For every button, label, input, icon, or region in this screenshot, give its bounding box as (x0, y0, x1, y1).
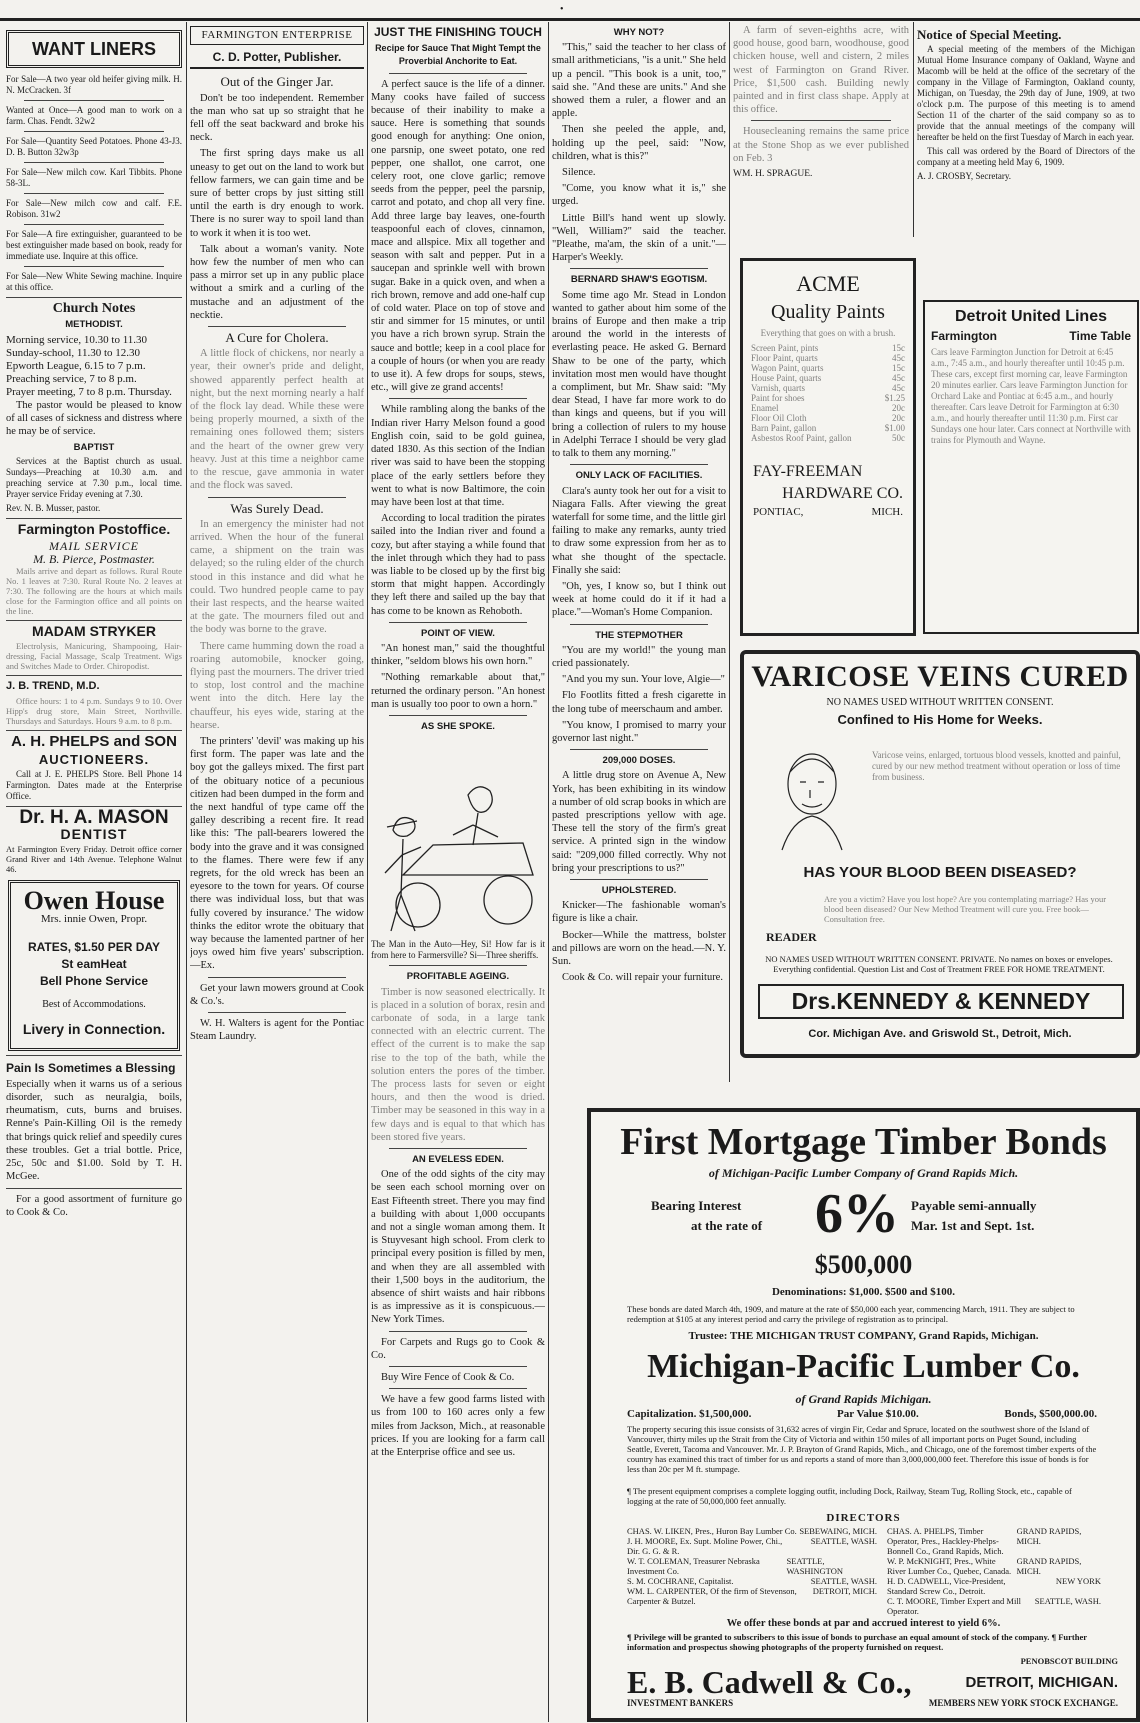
phelps-title: A. H. PHELPS and SON (11, 733, 177, 751)
mason-sub: DENTIST (60, 826, 128, 843)
price-item: Floor Oil Cloth (751, 413, 807, 423)
director-row (627, 1526, 877, 1536)
director-row (887, 1576, 1101, 1596)
article-text: "You know, I promised to marry your governor last night." (552, 719, 726, 744)
price-value: 45c (892, 373, 905, 383)
director-city: SEATTLE, WASHINGTON (786, 1556, 843, 1576)
mail-service: MAIL SERVICE (49, 538, 139, 553)
church-sub: METHODIST. (65, 319, 123, 331)
column-3 (371, 24, 545, 1719)
classified-ad: For Sale—A fire extinguisher, guaranteed to be best extinguisher made based on book, ready for immediate use. Inquire at this office. (6, 229, 182, 262)
classified-ad: For Sale—New White Sewing machine. Inquire at this office. (6, 271, 182, 293)
headline: THE STEPMOTHER (595, 629, 683, 641)
postoffice-text: Mails arrive and depart as follows. Rural Route No. 1 leaves at 7:30. Rural Route No. 2 leaves at 7:30. The following are the hours at which mails close for the Farmington office and all points on the line. (6, 566, 182, 617)
acme-dealer: FAY-FREEMAN (753, 463, 863, 480)
article-text: According to local tradition the pirates sailed into the Indian river and found a cozy, but after staying a while found that the inlet through which they had to pass was liable to be closed up by the first big storm that might happen. Accordingly they left there and sailed up the bay that has come to be known as Rehoboth. (371, 513, 545, 617)
var-question: HAS YOUR BLOOD BEEN DISEASED? (803, 864, 1077, 881)
column-5-top (733, 24, 909, 239)
timber-rate-label: at the rate of (691, 1218, 763, 1233)
mason-text: At Farmington Every Friday. Detroit office corner Grand River and 14th Avenue. Telephone Walnut 46. (6, 844, 182, 875)
article-text: "Nothing remarkable about that," returned the ordinary person. "An honest man is usually too poor to own a horn." (371, 672, 545, 710)
director-row (627, 1556, 877, 1576)
price-value: $1.25 (884, 393, 905, 403)
paper-title: FARMINGTON ENTERPRISE (201, 29, 353, 41)
classified-ad: For Sale—New milch cow and calf. F.E. Robison. 31w2 (6, 198, 182, 220)
article-text: Timber is now seasoned electrically. It is placed in a solution of borax, resin and carbonate of soda, in a large tank connected with an electric current. The effect of the current is to make the sap rise to the top of the bath, while the solution enters the pores of the timber. The process lasts for seven or eight hours, and then the wood is dried. Timber may be seasoned in this way in a few days and is equal to that which has been stored five years. (371, 986, 545, 1143)
owen-phone: Bell Phone Service (39, 974, 149, 989)
article-text: "You are my world!" the young man cried passionately. (552, 644, 726, 669)
baptist-text: Services at the Baptist church as usual. Sundays—Preaching at 10.30 a.m. and preaching service at 7.30 p.m., local time. Prayer service Friday evening at 7.30. (6, 456, 182, 500)
local-ad: We have a few good farms listed with us from 100 to 160 acres only a few miles from Jackson, Mich., at reasonable prices. If you are looking for a farm call at the Enterprise office and see us. (371, 1394, 545, 1459)
article-text: Knicker—The fashionable woman's figure is like a chair. (552, 900, 726, 925)
owen-title: Owen House (23, 886, 165, 916)
price-item: Enamel (751, 403, 779, 413)
article-text: Silence. (562, 167, 596, 179)
column-rule (548, 22, 549, 1722)
article-text: "Oh, yes, I know so, but I think out week at home could do it if it had a place."—Woman's Home Companion. (552, 580, 726, 619)
phelps-sub: AUCTIONEERS. (38, 751, 150, 767)
timber-bearing: Bearing Interest (651, 1198, 742, 1213)
director: W. T. COLEMAN, Treasurer Nebraska Investment Co. (627, 1556, 760, 1576)
director-city: DETROIT, MICH. (812, 1586, 877, 1596)
article-text: Some time ago Mr. Stead in London wanted to gather about him some of the brains of Europe and then make a trip around the world in the interests of everlasting peace. He asked G. Bernard Shaw to be one of the party, which invitation most men would have thought a compliment, but Mr. Shaw said: "My dear Stead, I have far more work to do than kings and queens, but if you will bring a collection of rulers to my house in Adelphi Terrace I should be very glad to talk to them any morning." (552, 289, 726, 460)
church-item: Morning service, 10.30 to 11.30 (6, 333, 148, 346)
director-city: SEATTLE, WASH. (1034, 1596, 1101, 1606)
price-item: House Paint, quarts (751, 373, 822, 383)
timber-par: Par Value $10.00. (837, 1408, 919, 1420)
timber-offer: We offer these bonds at par and accrued interest to yield 6%. (726, 1618, 1001, 1629)
article-text: Talk about a woman's vanity. Note how few the number of men who can pass a mirror set up in any public place without a smirk and a curling of the mustache and an adjustment of the necktie. (190, 243, 364, 321)
director: CHAS. W. LIKEN, Pres., Huron Bay Lumber Co. (627, 1526, 797, 1536)
classified-ad: For Sale—New milch cow. Karl Tibbits. Phone 58-3L. (6, 167, 182, 189)
price-item: Screen Paint, pints (751, 343, 819, 353)
timber-rate: 6% (815, 1183, 899, 1245)
local-ad: Cook & Co. will repair your furniture. (562, 972, 723, 984)
stryker-text: Electrolysis, Manicuring, Shampooing, Hair-dressing, Facial Massage, Scalp Treatment. Wigs and Switches Made to Order. Chiropodist. (6, 641, 182, 672)
local-ad: For Carpets and Rugs go to Cook & Co. (371, 1336, 545, 1361)
cartoon-illustration (371, 735, 545, 935)
farm-ad: A farm of seven-eighths acre, with good house, good barn, woodhouse, good chicken house, well and cistern, 2 miles west of Farmington on Grand River. Price, $1,500 cash. Building newly painted and in first class shape. Apply at this office. (733, 25, 909, 116)
price-row (751, 423, 905, 433)
director: S. M. COCHRANE, Capitalist. (627, 1576, 734, 1586)
classified-ad: For Sale—A two year old heifer giving milk. H. N. McCracken. 3f (6, 74, 182, 96)
want-liners-title: WANT LINERS (32, 39, 156, 59)
furniture-ad: For a good assortment of furniture go to Cook & Co. (6, 1193, 182, 1218)
section-mark: • (560, 4, 564, 15)
article-text: Flo Footlits fitted a fresh cigarette in the long tube of meerschaum and amber. (552, 690, 726, 715)
owen-house-ad (8, 880, 180, 1050)
postmaster: M. B. Pierce, Postmaster. (33, 551, 155, 566)
timber-building: PENOBSCOT BUILDING (1020, 1656, 1118, 1666)
paper-title-box (190, 26, 364, 45)
church-item: Preaching service, 7 to 8 p.m. (6, 372, 137, 385)
price-value: $1.00 (884, 423, 905, 433)
top-rule (0, 18, 1140, 21)
baptist-sub: BAPTIST (73, 442, 115, 454)
timber-firm-city: DETROIT, MICHIGAN. (965, 1674, 1118, 1691)
mason-title: Dr. H. A. MASON (19, 806, 169, 828)
trend-text: Office hours: 1 to 4 p.m. Sundays 9 to 10. Over Hipp's drug store, Main Street, Northville. Thursdays and Saturdays. Hours 9 a.m. to 8 p.m. (6, 696, 182, 727)
column-4 (552, 24, 726, 1054)
timber-company: Michigan-Pacific Lumber Co. (647, 1348, 1080, 1385)
local-ad: W. H. Walters is agent for the Pontiac Steam Laundry. (190, 1018, 364, 1043)
article-text: While rambling along the banks of the Indian river Harry Melson found a good English coin, said to be gold guinea, dated 1830. As this section of the Indian river was said to have been the stopping place of the early settlers before they went to what is now Baltimore, the coin may have been lost at that time. (371, 404, 545, 508)
headline: ONLY LACK OF FACILITIES. (575, 470, 703, 482)
dul-sub-left: Farmington (931, 329, 997, 343)
pain-text: Especially when it warns us of a serious disorder, such as neuralgia, boils, rheumatism, cuts, burns and bruises. Renne's Pain-Killing Oil is the remedy that brings quick relief and speedily cures these troubles. Get a trial bottle. Price, 25c, 50c and $1.00. Sold by T. H. McGee. (6, 1078, 182, 1183)
article-text: Clara's aunty took her out for a visit to Niagara Falls. After viewing the great waterfall for some time, and the little girl failing to make any remarks, aunty tried to draw some expression from her as to what she thought of the spectacle. Finally she said: (552, 485, 726, 576)
headline: AN EVELESS EDEN. (412, 1154, 504, 1165)
var-small: Are you a victim? Have you lost hope? Are you contemplating marriage? Has your blood been diseased? Our New Method Treatment will cure you. Free book—Consultation free. (824, 894, 1107, 924)
column-rule (729, 22, 730, 1082)
church-notes-title: Church Notes (52, 301, 136, 317)
acme-paints-ad (740, 258, 916, 636)
director-row (627, 1536, 877, 1556)
director: WM. L. CARPENTER, Of the firm of Stevenson, Carpenter & Butzel. (627, 1586, 797, 1606)
price-row (751, 383, 905, 393)
timber-equipment: ¶ The present equipment comprises a complete logging outfit, including Dock, Railway, Steam Tug, Rolling Stock, etc., capable of logging at the rate of 50,000,000 feet annually. (627, 1486, 1072, 1506)
price-value: 45c (892, 383, 905, 393)
director-city: SEATTLE, WASH. (810, 1576, 877, 1586)
classified-ad: For Sale—Quantity Seed Potatoes. Phone 43-J3. D. B. Button 32w3p (6, 136, 182, 158)
var-title: VARICOSE VEINS CURED (751, 660, 1129, 693)
headline: Was Surely Dead. (230, 500, 324, 516)
dul-text: Cars leave Farmington Junction for Detroit at 6:45 a.m., 7:45 a.m., and hourly thereafter until 10:45 p.m. These cars, except first morning car, leave Farmington 20 minutes earlier. Cars leave Farmington Junction for Orchard Lake and Pontiac at 6:45 a.m., and hourly thereafter. Cars leave Detroit for Farmington at 6:30 a.m., and hourly thereafter until 11:30 p.m. First car Sundays one hour later. Cars connect at Northville with trains for Plymouth and Wayne. (931, 347, 1131, 445)
var-addr: Cor. Michigan Ave. and Griswold St., Detroit, Mich. (808, 1028, 1072, 1040)
notice-order: This call was ordered by the Board of Directors of the company at a meeting held May 6, 1909. (917, 146, 1135, 168)
headline: PROFITABLE AGEING. (406, 971, 510, 983)
column-2 (190, 24, 364, 1719)
headline: AS SHE SPOKE. (421, 720, 495, 732)
director-city: SEBEWAING, MICH. (799, 1526, 877, 1536)
timber-dates: Mar. 1st and Sept. 1st. (911, 1218, 1035, 1233)
want-liners-header (6, 30, 182, 68)
price-item: Barn Paint, gallon (751, 423, 817, 433)
acme-price-list (743, 339, 913, 447)
directors-left (627, 1526, 877, 1606)
timber-cap: Capitalization. $1,500,000. (627, 1408, 752, 1420)
trend-title: J. B. TREND, M.D. (6, 680, 100, 693)
director-city: NEW YORK (1055, 1576, 1101, 1586)
subhead: Recipe for Sauce That Might Tempt the Proverbial Anchorite to Eat. (375, 43, 541, 67)
timber-of: of Michigan-Pacific Lumber Company of Grand Rapids Mich. (708, 1166, 1019, 1180)
church-item: Sunday-school, 11.30 to 12.30 (6, 346, 141, 359)
timber-trustee: Trustee: THE MICHIGAN TRUST COMPANY, Grand Rapids, Michigan. (688, 1330, 1039, 1342)
acme-state: MICH. (871, 506, 903, 518)
timber-privilege: ¶ Privilege will be granted to subscribers to this issue of bonds to purchase an equal amount of stock of the company. ¶ Further information and prospectus showing photographs of the property furnished on request. (627, 1632, 1087, 1652)
owen-livery: Livery in Connection. (22, 1021, 166, 1038)
price-value: 45c (892, 353, 905, 363)
price-row (751, 353, 905, 363)
var-sub2: Confined to His Home for Weeks. (837, 712, 1043, 727)
local-ad: Get your lawn mowers ground at Cook & Co.'s. (190, 982, 364, 1007)
timber-bankers: INVESTMENT BANKERS (627, 1698, 734, 1708)
director: W. P. McKNIGHT, Pres., White River Lumber Co., Quebec, Canada. (887, 1556, 1012, 1576)
headline: 209,000 DOSES. (602, 755, 676, 767)
price-row (751, 363, 905, 373)
var-consent: NO NAMES USED WITHOUT WRITTEN CONSENT. PRIVATE. No names on boxes or envelopes. Everything confidential. Question List and Cost of Treatment FREE FOR HOME TREATMENT. (765, 954, 1113, 974)
var-reader: READER (766, 930, 817, 944)
cartoon-caption: The Man in the Auto—Hey, Si! How far is it from here to Farmersville? Si—Three sheriffs. (371, 939, 545, 961)
timber-bonds-ad (587, 1108, 1140, 1722)
phelps-text: Call at J. E. PHELPS Store. Bell Phone 14 Farmington. Dates made at the Enterprise Office. (6, 768, 182, 801)
stryker-title: MADAM STRYKER (32, 623, 156, 640)
price-row (751, 433, 905, 443)
price-item: Paint for shoes (751, 393, 805, 403)
price-value: 15c (892, 363, 905, 373)
timber-bonds: Bonds, $500,000.00. (1004, 1408, 1097, 1420)
article-text: Then she peeled the apple, and, holding up the peel, said: "Now, children, what is this?" (552, 124, 726, 162)
price-row (751, 393, 905, 403)
article-text: "And you my sun. Your love, Algie—" (562, 674, 725, 686)
headline: A Cure for Cholera. (225, 330, 329, 346)
director-city: SEATTLE, WASH. (810, 1536, 877, 1546)
timber-property: The property securing this issue consists of 31,632 acres of virgin Fir, Cedar and Spruce, located on the southwest shore of the Island of Vancouver, thirty miles up the Strait from the City of Victoria and within 150 miles of all important ports on Puget Sound, including Seattle, Everett, Tacoma and Vancouver. Mr. J. P. Brayton of Grand Rapids, Mich., and Chicago, one of the foremost timber experts of the country has examined this tract of timber for us and reports a stand of more than 3,000,000,000 feet. Therefore this issue of bonds is for less than 20c per M ft. stumpage. (627, 1424, 1097, 1474)
director-row (627, 1576, 877, 1586)
price-row (751, 403, 905, 413)
timber-payable: Payable semi-annually (911, 1198, 1037, 1213)
price-item: Varnish, quarts (751, 383, 805, 393)
acme-dealer2: HARDWARE CO. (782, 485, 903, 502)
owen-acc: Best of Accommodations. (42, 999, 146, 1011)
director-row (887, 1526, 1101, 1556)
acme-location (743, 506, 913, 518)
timber-amount: $500,000 (814, 1250, 913, 1279)
church-item: Epworth League, 6.15 to 7 p.m. (6, 359, 146, 372)
column-rule (913, 22, 914, 237)
director-row (627, 1586, 877, 1606)
dul-subtitle (925, 329, 1137, 343)
owen-rates: RATES, $1.50 PER DAY (27, 939, 161, 954)
article-text: "An honest man," said the thoughtful thinker, "seldom blows his own horn." (371, 642, 545, 668)
article-text: "Come, you know what it is," she urged. (552, 183, 726, 208)
owen-heat: St eamHeat (61, 956, 127, 971)
acme-city: PONTIAC, (753, 506, 804, 518)
kennedy-ad (740, 650, 1140, 1058)
baptist-sig: Rev. N. B. Musser, pastor. (6, 503, 101, 514)
dul-sub-right: Time Table (1069, 329, 1131, 343)
housecleaning-ad: Housecleaning remains the same price at the Stone Shop as we ever published on Feb. 3 (733, 126, 909, 164)
column-rule (186, 22, 187, 1722)
article-text: Bocker—While the mattress, bolster and pillows are worn on the head.—N. Y. Sun. (552, 929, 726, 967)
timber-denoms: Denominations: $1,000. $500 and $100. (771, 1286, 956, 1298)
local-ad: Buy Wire Fence of Cook & Co. (381, 1372, 515, 1384)
column-1 (6, 24, 182, 1719)
price-item: Floor Paint, quarts (751, 353, 818, 363)
director: H. D. CADWELL, Vice-President, Standard Screw Co., Detroit. (887, 1576, 1006, 1596)
postoffice-title: Farmington Postoffice. (17, 521, 171, 538)
column-6-top (917, 24, 1135, 239)
sprague-sig: WM. H. SPRAGUE. (733, 169, 813, 180)
timber-title: First Mortgage Timber Bonds (620, 1121, 1107, 1163)
headline: BERNARD SHAW'S EGOTISM. (570, 274, 708, 286)
church-item: Prayer meeting, 7 to 8 p.m. Thursday. (6, 385, 172, 398)
notice-text: A special meeting of the members of the Michigan Mutual Home Insurance company of Oakland, Wayne and Macomb will be held at the office of the secretary of the company in the Village of Farmington, Oakland county, Michigan, on Tuesday, the 29th day of June, 1909, at two o'clock p.m. The purpose of this meeting is to amend Section 11 of the charter of the said company so as to provide that the annual meetings of the company will hereafter be held on the first Tuesday of March in each year. (917, 44, 1135, 143)
acme-sub: Quality Paints (771, 301, 885, 323)
timber-directors: DIRECTORS (826, 1512, 901, 1524)
article-text: A perfect sauce is the life of a dinner. Many cooks have failed of success because of their inability to make a sauce. Here is something that sounds good enough for anything: One onion, one parsnip, one sweet potato, one red pepper, one shallot, one carrot, one celery root, one clove garlic; remove seeds from the pepper, peel the parsnip, carrot and potato, and chop all very fine. Add three large bay leaves, one-fourth teaspoonful each of cloves, cinnamon, mace and allspice. Mix all together and season with salt and pepper. Put in a saucepan and sprinkle well with brown sugar. Bake in a quick oven, and when a rich brown, remove and add one-half cup of cold water. Place on top of stove and stir and simmer for 15 minutes, or until you have a rich brown syrup. Strain the sauce and bottle; keep in a cool place for a couple of hours (or when you are ready to use it). A few drops for soups, stews, etc., will give ze grand accents! (371, 78, 545, 394)
classified-ad: Wanted at Once—A good man to work on a farm. Chas. Fendt. 32w2 (6, 105, 182, 127)
director-row (887, 1556, 1101, 1576)
director-city: GRAND RAPIDS, MICH. (1016, 1556, 1082, 1576)
notice-sig: A. J. CROSBY, Secretary. (917, 171, 1011, 182)
price-item: Asbestos Roof Paint, gallon (751, 433, 852, 443)
detroit-united-lines-ad (923, 300, 1139, 634)
timber-members: MEMBERS NEW YORK STOCK EXCHANGE. (928, 1698, 1118, 1708)
dul-title: Detroit United Lines (954, 308, 1107, 325)
church-text: The pastor would be pleased to know of all cases of sickness and distress where he may be of service. (6, 399, 182, 438)
price-value: 50c (892, 433, 905, 443)
price-row (751, 343, 905, 353)
headline: JUST THE FINISHING TOUCH (374, 25, 542, 39)
portrait-illustration (764, 742, 860, 852)
directors-right (887, 1526, 1101, 1616)
headline: Out of the Ginger Jar. (220, 74, 334, 90)
timber-firm: E. B. Cadwell & Co., (627, 1664, 912, 1700)
var-sub: NO NAMES USED WITHOUT WRITTEN CONSENT. (826, 697, 1054, 708)
director: CHAS. A. PHELPS, Timber Operator, Pres., Hackley-Phelps-Bonnell Co., Grand Rapids, Mich. (887, 1526, 1004, 1556)
headline: POINT OF VIEW. (421, 627, 495, 639)
article-text: The first spring days make us all uneasy to get out on the land to work but fellow farmers, we can gain time and be sure of better crops by just sitting still until the earth is dry enough to work. There is no surer way to spoil land than to work it when it is too wet. (190, 148, 364, 239)
var-text: Varicose veins, enlarged, tortuous blood vessels, knotted and painful, cured by our new method treatment without operation or loss of time from business. (872, 750, 1121, 782)
acme-title: ACME (796, 271, 860, 296)
timber-dated: These bonds are dated March 4th, 1909, and mature at the rate of $50,000 each year, commencing March, 1911. They are subject to redemption at $105 at any interest period and carry the privilege of registration as to principal. (627, 1304, 1075, 1324)
director-row (887, 1596, 1101, 1616)
price-row (751, 373, 905, 383)
notice-title: Notice of Special Meeting. (917, 27, 1062, 42)
headline: UPHOLSTERED. (601, 884, 677, 896)
var-firm-box (758, 984, 1124, 1019)
pain-title: Pain Is Sometimes a Blessing (6, 1060, 176, 1075)
column-rule (367, 22, 368, 1722)
timber-capital-row (627, 1408, 1097, 1420)
headline: WHY NOT? (613, 27, 665, 38)
price-value: 15c (892, 343, 905, 353)
acme-tag: Everything that goes on with a brush. (760, 328, 896, 338)
price-value: 20c (892, 413, 905, 423)
director-city: GRAND RAPIDS, MICH. (1016, 1526, 1082, 1546)
article-text: One of the odd sights of the city may be seen each school morning over on East Fifteenth street. There you may find a building with about 1,000 occupants and not a single woman among them. It is Stuyvesant high school. From clerk to principal every position is filled by men, and when they are all assembled with their 1,500 boys in the auditorium, the absence of shirt waists and hair ribbons is as impressive as it is conspicuous.—New York Times. (371, 1169, 545, 1326)
price-row (751, 413, 905, 423)
owen-prop: Mrs. innie Owen, Propr. (40, 913, 148, 926)
article-text: There came humming down the road a roaring automobile, knocker going, flying past the mourners. The driver tried to stop, lost control and the machine went into the ditch. Here lay the chauffeur, his eyes wide, staring at the hearse. (190, 640, 364, 731)
article-text: "This," said the teacher to her class of small arithmeticians, "is a unit." She held up a pencil. "This book is a unit, too," said she. "And these are units." And she showed them a ruler, a flower and an apple. (552, 42, 726, 120)
publisher: C. D. Potter, Publisher. (190, 51, 364, 69)
article-text: A little flock of chickens, nor nearly a year, their owner's pride and delight, showed apparently perfect health at night, but the next morning nearly a half of the flock lay dead. While these were being properly mourned, a sixth of the remaining ones followed them; sisters and the heart of the owner grew very heavy. Just at this time a neighbor came to the rescue, gave ammonia in water and the flock was saved. (190, 348, 364, 492)
var-firm: Drs.KENNEDY & KENNEDY (791, 988, 1091, 1014)
price-value: 20c (892, 403, 905, 413)
article-text: Little Bill's hand went up slowly. "Well, William?" said the teacher. "Pleathe, ma'am, the skin of a unit."—Harper's Weekly. (552, 212, 726, 264)
director: J. H. MOORE, Ex. Supt. Moline Power, Chi., Dir. G. G. & R. (627, 1536, 783, 1556)
church-schedule (6, 334, 182, 399)
article-text: The printers' 'devil' was making up his first form. The paper was late and the boy got the galleys mixed. The first part of the obituary notice of a pecunious citizen had been dumped in the form and the next handful of type came off the galley describing a recent fire. It read like this: 'The pall-bearers lowered the body into the grave and it was consigned to the flames. There were few if any regrets, for the old wreck has been an eyesore to the town for years. Of course there was individual loss, but that was fully covered by insurance.' The widow thinks the editor wrote the obituary that way because the lamented partner of her joys owed him five years' subscription.—Ex. (190, 735, 364, 972)
article-text: Don't be too independent. Remember the man who sat up so straight that he fell off the seat backward and broke his neck. (190, 92, 364, 144)
article-text: A little drug store on Avenue A, New York, has been exhibiting in its window a number of old scrap books in which are pasted prescriptions yellow with age. These tell the story of the firm's great service. A printed sign in the window said: "209,000 filled correctly. Why not bring your prescriptions to us?" (552, 770, 726, 874)
price-item: Wagon Paint, quarts (751, 363, 824, 373)
timber-company-of: of Grand Rapids Michigan. (795, 1392, 932, 1406)
article-text: In an emergency the minister had not arrived. When the hour of the funeral came, a shipment on the train was delayed; so the ruling elder of the church stood in this instance and did what he could. Two hundred people came to pay their last respects, and the hearse waited at the gate. The mourners filed out and the body was borne to the grave. (190, 518, 364, 636)
director: C. T. MOORE, Timber Expert and Mill Operator. (887, 1596, 1022, 1616)
